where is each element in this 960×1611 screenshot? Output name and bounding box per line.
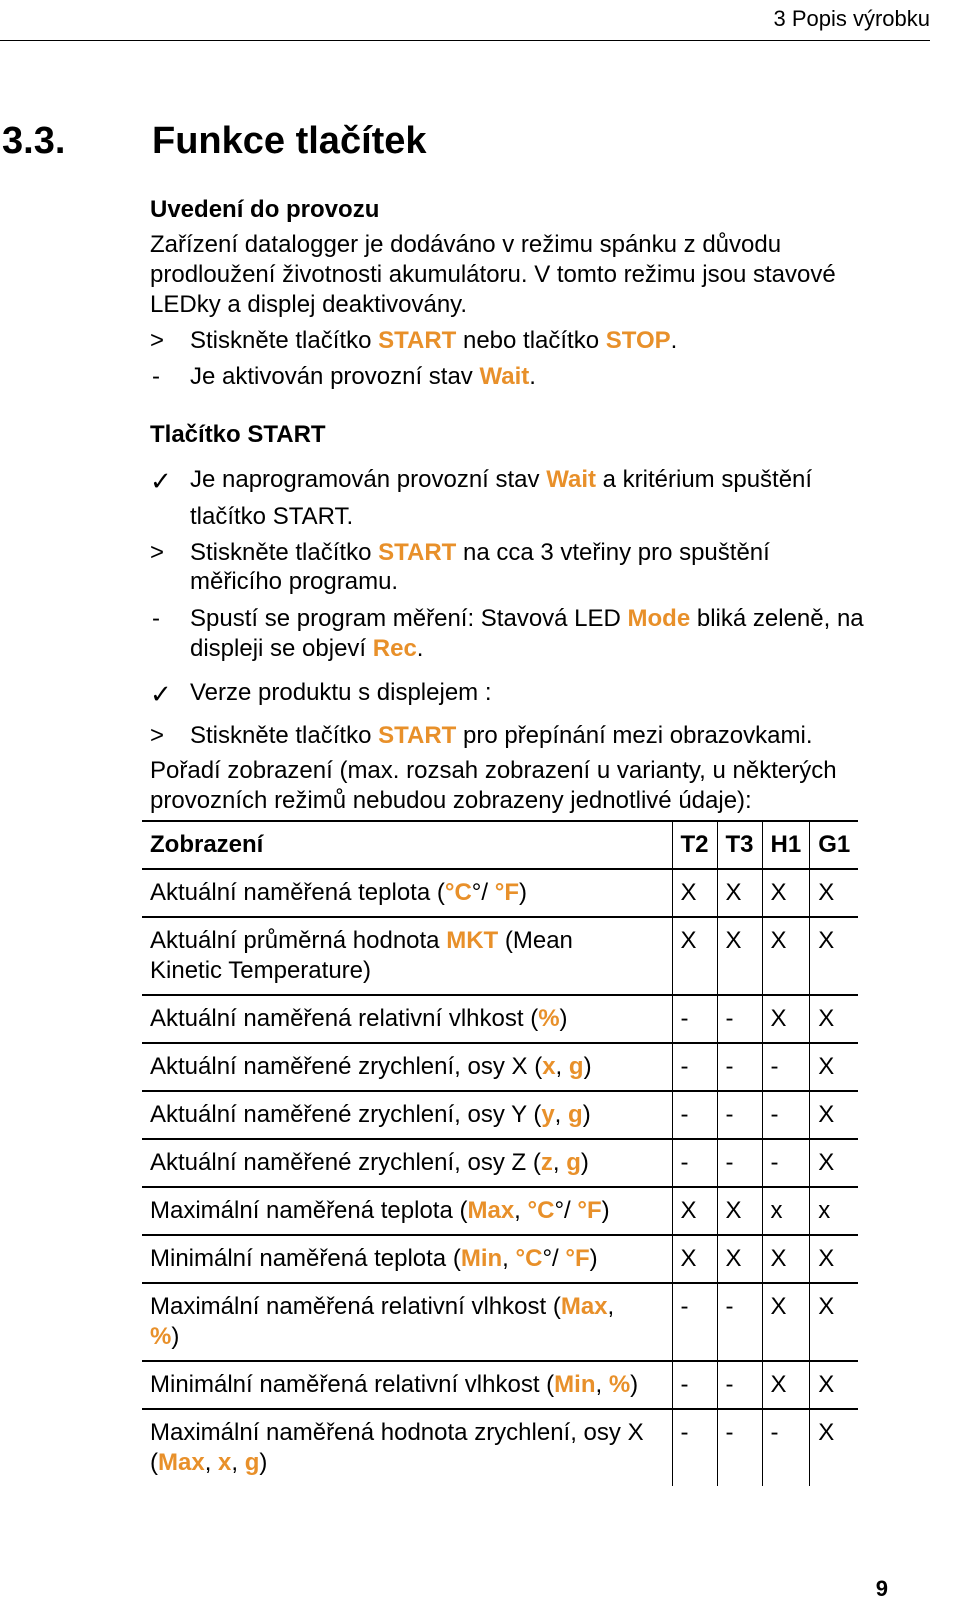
table-row (142, 1043, 858, 1091)
cell-g1: X (810, 917, 859, 995)
cell-t2: - (672, 995, 717, 1043)
commissioning-para-line-2: prodloužení životnosti akumulátoru. V tomto režimu jsou stavové (150, 261, 836, 288)
row-label: Aktuální průměrná hodnota MKT (Mean Kinetic Temperature) (142, 917, 672, 995)
start-button-heading: Tlačítko START (150, 421, 326, 448)
check-icon: ✓ (150, 466, 172, 496)
cell-t2: X (672, 1235, 717, 1283)
commissioning-para-line-3: LEDky a displej deaktivovány. (150, 291, 468, 318)
table-row (142, 1409, 858, 1486)
cell-t2: - (672, 1139, 717, 1187)
cell-g1: X (810, 1139, 859, 1187)
table-row (142, 1139, 858, 1187)
cell-h1: - (762, 1091, 810, 1139)
start-result-1-line-2: displeji se objeví Rec. (190, 635, 424, 662)
row-label: Aktuální naměřené zrychlení, osy Z (z, g) (142, 1139, 672, 1187)
cell-g1: X (810, 1235, 859, 1283)
commissioning-para-line-1: Zařízení datalogger je dodáváno v režimu spánku z důvodu (150, 231, 782, 258)
row-label: Minimální naměřená teplota (Min, °C°/ °F) (142, 1235, 672, 1283)
table-row (142, 1283, 858, 1361)
header-g1: G1 (810, 821, 859, 869)
row-label: Maximální naměřená teplota (Max, °C°/ °F) (142, 1187, 672, 1235)
result-marker: - (152, 363, 160, 390)
requirement-1-line-2: tlačítko START. (190, 503, 354, 530)
page-number: 9 (875, 1576, 888, 1601)
cell-t2: - (672, 1043, 717, 1091)
row-label: Maximální naměřená relativní vlhkost (Max, %) (142, 1283, 672, 1361)
cell-t3: - (717, 1409, 762, 1486)
row-label: Aktuální naměřené zrychlení, osy Y (y, g) (142, 1091, 672, 1139)
row-label: Aktuální naměřené zrychlení, osy X (x, g) (142, 1043, 672, 1091)
result-marker: - (152, 605, 160, 632)
table-header-row (142, 821, 858, 869)
display-order-table (142, 820, 858, 1486)
section-number: 3.3. (2, 120, 66, 162)
table-row (142, 1235, 858, 1283)
cell-h1: X (762, 1361, 810, 1409)
cell-h1: X (762, 917, 810, 995)
cell-t3: X (717, 1187, 762, 1235)
cell-t2: X (672, 869, 717, 917)
cell-g1: X (810, 1283, 859, 1361)
table-row (142, 1361, 858, 1409)
table-row (142, 869, 858, 917)
requirement-2: Verze produktu s displejem : (190, 679, 492, 706)
row-label: Aktuální naměřená relativní vlhkost (%) (142, 995, 672, 1043)
header-h1: H1 (762, 821, 810, 869)
row-label: Maximální naměřená hodnota zrychlení, osy X (Max, x, g) (150, 1419, 644, 1476)
row-label: Minimální naměřená relativní vlhkost (Min, %) (142, 1361, 672, 1409)
cell-h1: x (762, 1187, 810, 1235)
start-result-1: Spustí se program měření: Stavová LED Mode bliká zeleně, na (190, 605, 864, 632)
cell-t2: - (672, 1409, 717, 1486)
table-row (142, 1091, 858, 1139)
cell-t2: - (672, 1361, 717, 1409)
running-header: 3 Popis výrobku (773, 6, 930, 31)
cell-g1: X (810, 1361, 859, 1409)
commissioning-step: Stiskněte tlačítko START nebo tlačítko STOP. (190, 327, 678, 354)
cell-h1: X (762, 1283, 810, 1361)
table-row (142, 917, 858, 995)
cell-t3: X (717, 869, 762, 917)
header-t2: T2 (672, 821, 717, 869)
cell-t2: X (672, 917, 717, 995)
cell-t3: - (717, 1091, 762, 1139)
cell-h1: X (762, 869, 810, 917)
order-line-1: Pořadí zobrazení (max. rozsah zobrazení u varianty, u některých (150, 757, 837, 784)
order-line-2: provozních režimů nebudou zobrazeny jednotlivé údaje): (150, 787, 752, 814)
cell-t3: - (717, 1283, 762, 1361)
row-label: Aktuální naměřená teplota (°C°/ °F) (142, 869, 672, 917)
step-marker: > (150, 327, 165, 354)
start-step-1-line-2: měřicího programu. (190, 568, 399, 595)
section-title: Funkce tlačítek (152, 120, 427, 162)
header-display: Zobrazení (142, 821, 672, 869)
cell-g1: X (810, 1091, 859, 1139)
commissioning-heading: Uvedení do provozu (150, 196, 380, 223)
cell-h1: - (762, 1409, 810, 1486)
table-row (142, 1187, 858, 1235)
cell-h1: X (762, 995, 810, 1043)
cell-t3: X (717, 1235, 762, 1283)
table-row (142, 995, 858, 1043)
cell-t2: - (672, 1283, 717, 1361)
cell-t3: - (717, 1361, 762, 1409)
commissioning-result: Je aktivován provozní stav Wait. (190, 363, 536, 390)
step-marker: > (150, 722, 165, 749)
cell-h1: - (762, 1043, 810, 1091)
requirement-1: Je naprogramován provozní stav Wait a kritérium spuštění (190, 466, 813, 493)
start-step-1: Stiskněte tlačítko START na cca 3 vteřiny pro spuštění (190, 539, 770, 566)
cell-t3: - (717, 1139, 762, 1187)
cell-g1: X (810, 1043, 859, 1091)
cell-t2: X (672, 1187, 717, 1235)
cell-t3: - (717, 995, 762, 1043)
check-icon: ✓ (150, 679, 172, 709)
cell-h1: - (762, 1139, 810, 1187)
cell-g1: X (810, 995, 859, 1043)
step-marker: > (150, 539, 165, 566)
header-rule (0, 40, 930, 41)
cell-g1: X (810, 869, 859, 917)
header-t3: T3 (717, 821, 762, 869)
cell-t2: - (672, 1091, 717, 1139)
cell-g1: x (810, 1187, 859, 1235)
cell-g1: X (810, 1409, 859, 1486)
cell-t3: X (717, 917, 762, 995)
cell-t3: - (717, 1043, 762, 1091)
start-step-2: Stiskněte tlačítko START pro přepínání mezi obrazovkami. (190, 722, 813, 749)
cell-h1: X (762, 1235, 810, 1283)
